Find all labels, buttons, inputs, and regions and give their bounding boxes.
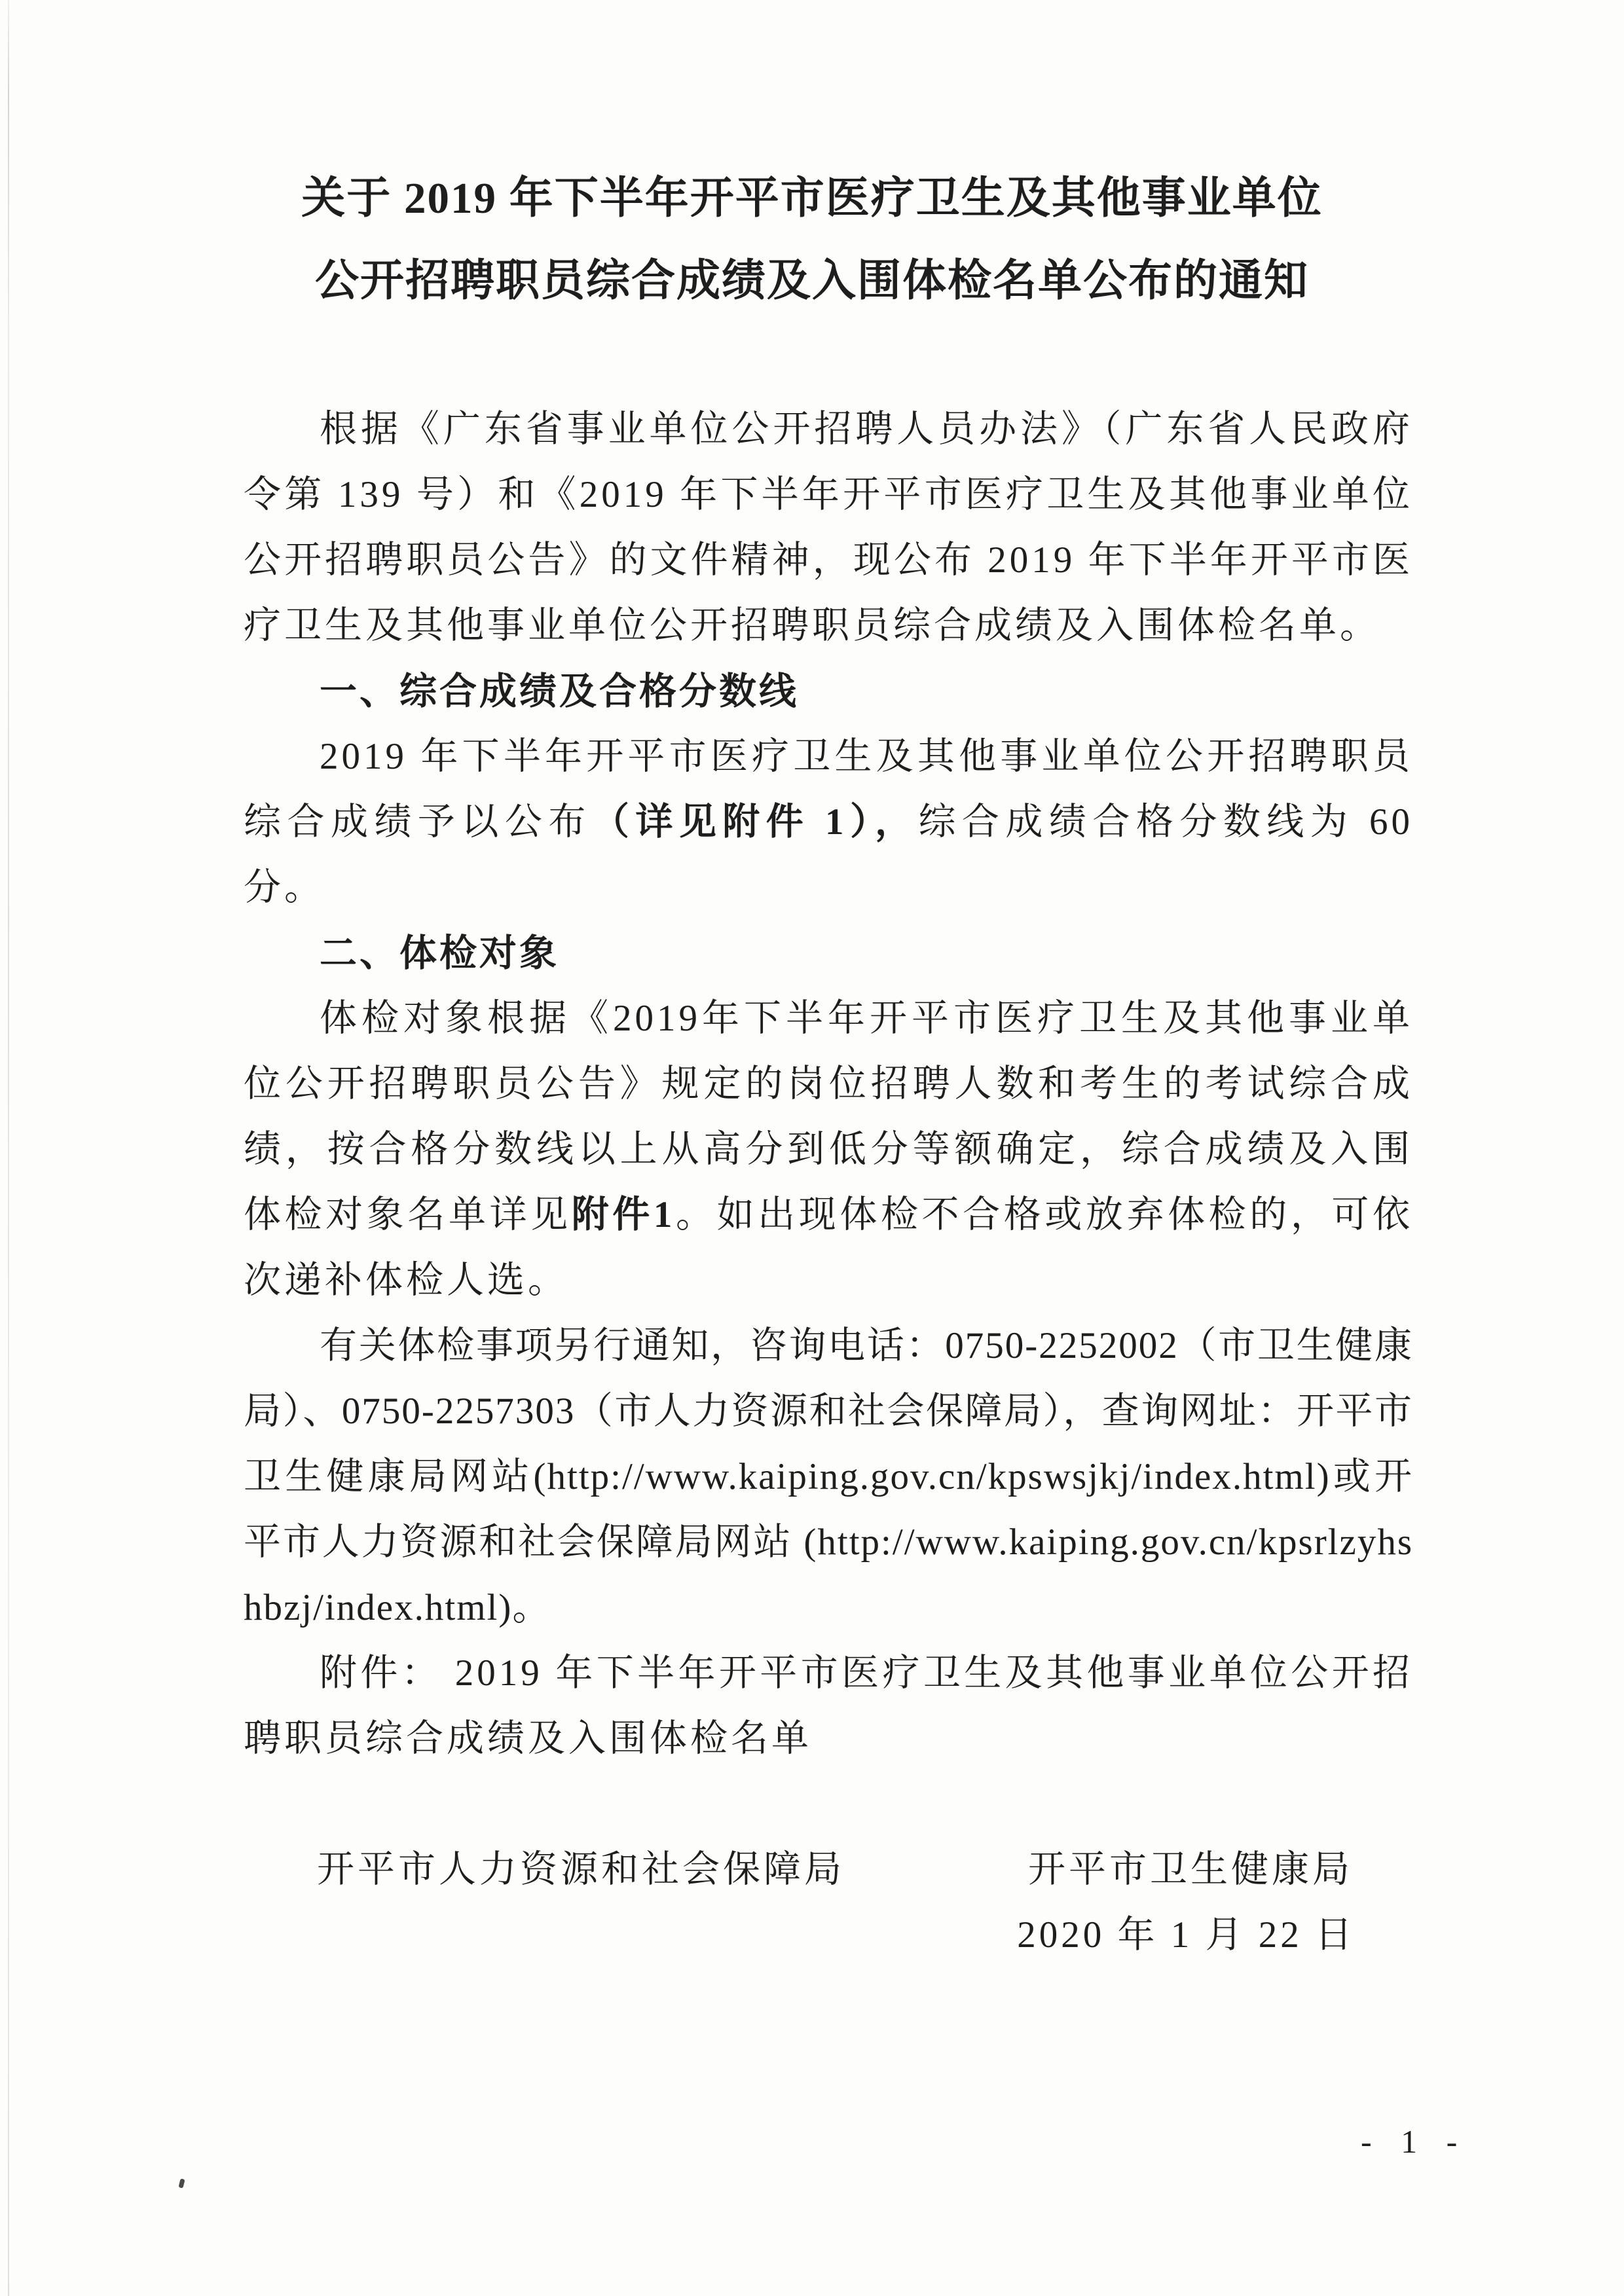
paragraph-medical-exam-bold-attachment-ref: 附件1: [571, 1194, 676, 1235]
document-body: [244, 397, 1413, 1968]
scan-speck-artifact: [178, 2178, 185, 2188]
section-heading-2: 二、体检对象: [320, 932, 559, 974]
paragraph-scores-seg3: 综合成绩合格分数线为 60 分。: [244, 801, 1414, 908]
signature-row: [244, 1837, 1413, 1903]
paragraph-medical-exam-seg3: 。如出现体检不合格或放弃体检的，可依次递补体检人选。: [244, 1194, 1414, 1301]
paragraph-intro: 根据《广东省事业单位公开招聘人员办法》（广东省人民政府令第 139 号）和《2019 年下半年开平市医疗卫生及其他事业单位公开招聘职员公告》的文件精神，现公布 2019 年下半年开平市医疗卫生及其他事业单位公开招聘职员综合成绩及入围体检名单。: [244, 409, 1413, 646]
document-date: 2020 年 1 月 22 日: [1017, 1914, 1356, 1956]
document-title-line1: 关于 2019 年下半年开平市医疗卫生及其他事业单位: [301, 174, 1323, 223]
document-title-line2: 公开招聘职员综合成绩及入围体检名单公布的通知: [315, 257, 1309, 305]
section-heading-1: 一、综合成绩及合格分数线: [320, 670, 799, 712]
document-title: [226, 157, 1398, 322]
paragraph-scores-seg1: 2019 年下半年开平市医疗卫生及其他事业单位公开招聘职员综合成绩予以公布: [244, 736, 1413, 843]
paragraph-scores-bold-attachment-ref: （详见附件 1），: [591, 801, 919, 843]
paragraph-attachment: 附件： 2019 年下半年开平市医疗卫生及其他事业单位公开招聘职员综合成绩及入围体检名单: [244, 1652, 1413, 1759]
paragraph-contact-info: 有关体检事项另行通知，咨询电话：0750-2252002（市卫生健康局）、0750-2257303（市人力资源和社会保障局），查询网址：开平市卫生健康局网站(http://www.kaiping.gov.cn/kpswsjkj/index.html)或开平市人力资源和社会保障局网站 (http://www.kaiping.gov.cn/kpsrlzyhshbzj/index.html)。: [244, 1325, 1413, 1628]
paragraph-medical-exam: [244, 986, 1413, 1313]
page-number: - 1 -: [1361, 2123, 1468, 2160]
paragraph-scores: [244, 724, 1413, 920]
paragraph-medical-exam-seg1: 体检对象根据《2019年下半年开平市医疗卫生及其他事业单位公开招聘职员公告》规定的岗位招聘人数和考生的考试综合成绩，按合格分数线以上从高分到低分等额确定，综合成绩及入围体检对象名单详见: [244, 998, 1413, 1235]
signer-hr-bureau: 开平市人力资源和社会保障局: [317, 1849, 845, 1890]
signer-health-bureau: 开平市卫生健康局: [1028, 1849, 1353, 1890]
scan-fold-line-artifact: [8, 0, 9, 2296]
